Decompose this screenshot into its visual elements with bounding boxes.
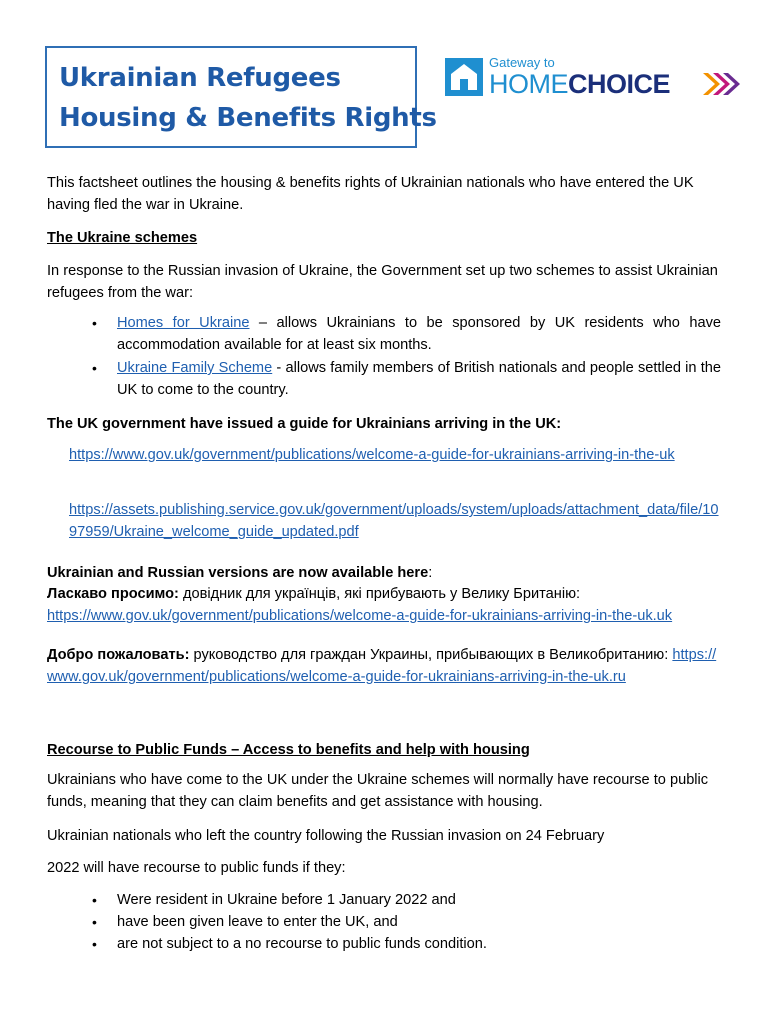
intro-paragraph: This factsheet outlines the housing & benefits rights of Ukrainian nationals who have entered the UK having fled the war in Ukraine. xyxy=(47,175,694,213)
logo-tagline: Gateway to xyxy=(489,55,555,70)
homes-for-ukraine-link[interactable]: Homes for Ukraine xyxy=(117,315,250,331)
ukrainian-guide-link[interactable]: https://www.gov.uk/government/publications/welcome-a-guide-for-ukrainians-arriving-in-the-uk.uk xyxy=(47,608,673,624)
logo-choice-text: CHOICE xyxy=(568,69,671,99)
versions-heading: Ukrainian and Russian versions are now available here xyxy=(47,565,429,581)
versions-heading-line xyxy=(47,562,722,584)
gateway-to-homechoice-logo xyxy=(443,56,743,100)
recourse-paragraph-2: Ukrainian nationals who left the country following the Russian invasion on 24 February xyxy=(47,828,605,844)
recourse-heading: Recourse to Public Funds – Access to benefits and help with housing xyxy=(47,742,530,758)
ukrainian-version-block xyxy=(47,583,722,627)
schemes-paragraph: In response to the Russian invasion of Ukraine, the Government set up two schemes to assist Ukrainian refugees from the war: xyxy=(47,263,718,301)
title-box xyxy=(45,46,437,148)
ukrainian-welcome-text: довідник для українців, які прибувають у Велику Британію: xyxy=(178,586,581,602)
scheme-item-homes xyxy=(117,312,721,356)
logo-home-text: HOME xyxy=(489,69,568,99)
versions-colon: : xyxy=(428,565,433,581)
scheme-item-homes-text: – allows Ukrainians to be sponsored by UK residents who have accommodation available for at least six months. xyxy=(117,315,721,353)
scheme-item-family xyxy=(117,357,721,401)
house-icon xyxy=(443,56,485,98)
recourse-condition-item: Were resident in Ukraine before 1 January 2022 and xyxy=(117,892,456,908)
recourse-paragraph-1: Ukrainians who have come to the UK under the Ukraine schemes will normally have recourse to public funds, meaning that they can claim benefits and get assistance with housing. xyxy=(47,772,709,810)
bullet-icon: • xyxy=(92,892,97,908)
bullet-icon: • xyxy=(92,914,97,930)
ukraine-family-scheme-link[interactable]: Ukraine Family Scheme xyxy=(117,360,273,376)
guide-link-pdf[interactable]: https://assets.publishing.service.gov.uk/government/uploads/system/uploads/attachment_data/file/1097959/Ukraine_welcome_guide_updated.pdf xyxy=(69,502,719,540)
recourse-condition-item: are not subject to a no recourse to public funds condition. xyxy=(117,936,487,952)
russian-welcome-label: Добро пожаловать: xyxy=(47,647,190,663)
title-line-1: Ukrainian Refugees xyxy=(59,63,341,93)
russian-guide-link[interactable]: https://www.gov.uk/government/publications/welcome-a-guide-for-ukrainians-arriving-in-the-uk.ru xyxy=(47,647,717,685)
chevron-arrows-icon xyxy=(703,71,743,97)
scheme-item-family-text: - allows family members of British nationals and people settled in the UK to come to the country. xyxy=(117,360,722,398)
logo-wordmark xyxy=(489,69,670,99)
russian-version-block xyxy=(47,644,722,688)
bullet-icon: • xyxy=(92,936,97,952)
schemes-heading: The Ukraine schemes xyxy=(47,230,198,246)
recourse-paragraph-3: 2022 will have recourse to public funds if they: xyxy=(47,860,346,876)
ukrainian-welcome-label: Ласкаво просимо: xyxy=(47,586,179,602)
title-line-2: Housing & Benefits Rights xyxy=(59,103,437,133)
guide-heading: The UK government have issued a guide for Ukrainians arriving in the UK: xyxy=(47,416,562,432)
bullet-icon: • xyxy=(92,315,97,331)
russian-welcome-text: руководство для граждан Украины, прибывающих в Великобританию: xyxy=(189,647,669,663)
recourse-condition-item: have been given leave to enter the UK, and xyxy=(117,914,398,930)
bullet-icon: • xyxy=(92,360,97,376)
guide-link-gov-uk[interactable]: https://www.gov.uk/government/publications/welcome-a-guide-for-ukrainians-arriving-in-the-uk xyxy=(69,447,675,463)
